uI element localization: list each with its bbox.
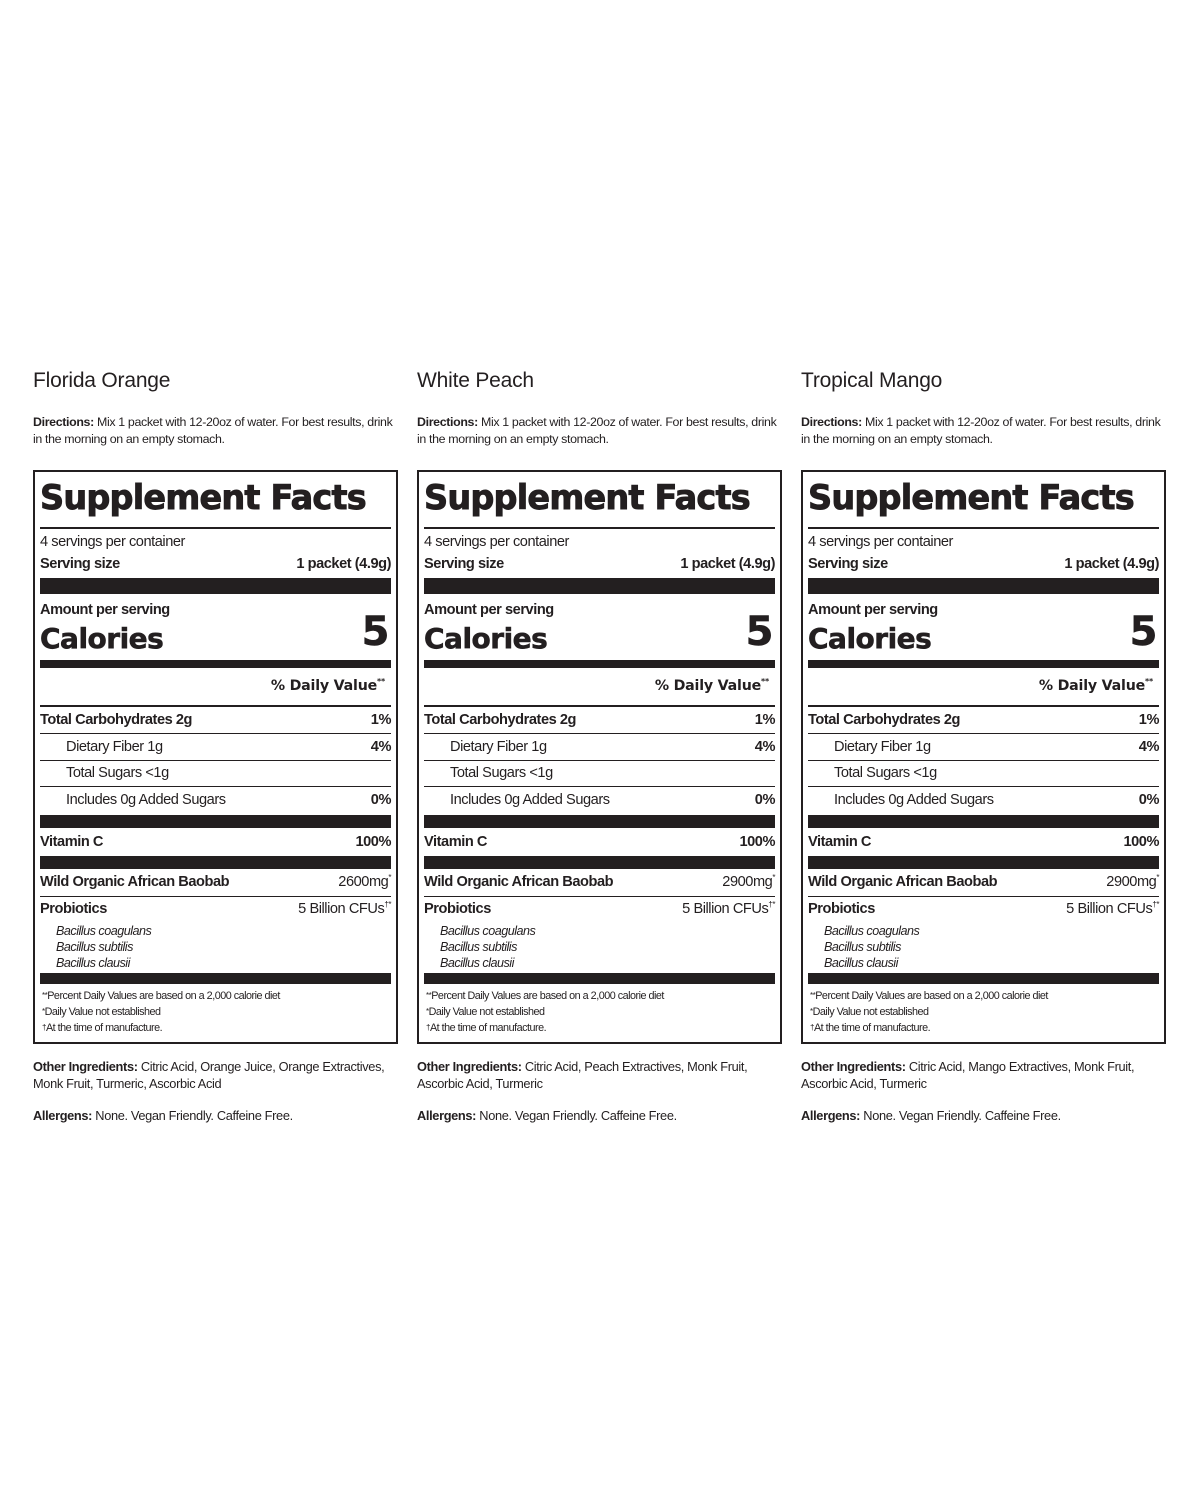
other-ingredients-label: Other Ingredients: [33,1059,138,1074]
footnote-mark: ** [377,677,385,686]
allergens-text: None. Vegan Friendly. Caffeine Free. [476,1108,677,1123]
divider-thick [40,815,391,828]
allergens-label: Allergens: [33,1108,93,1123]
calories-value: 5 [1129,609,1157,655]
servings-per-container [40,534,391,550]
footnote-text: At the time of manufacture. [429,1022,547,1034]
nutrient-row [424,874,775,890]
nutrient-name: Total Carbohydrates 2g [808,712,961,728]
directions-body: Mix 1 packet with 12-20oz of water. For best results, drink in the morning on an empty stomach. [417,415,777,446]
serving-size-value: 1 packet (4.9g) [1064,556,1159,572]
calories-label: Calories [40,622,164,655]
divider-thin [40,733,391,734]
nutrient-name: Vitamin C [808,834,871,850]
footnote-text: Percent Daily Values are based on a 2,000 calorie diet [431,990,664,1002]
footnote-text: Daily Value not established [812,1006,929,1018]
nutrient-dv: 4% [1138,739,1159,755]
directions-label: Directions: [33,415,94,429]
servings-per-container [424,534,775,550]
nutrient-name: Total Carbohydrates 2g [424,712,577,728]
nutrient-name: Total Sugars <1g [450,765,553,781]
probiotic-strain: Bacillus clausii [824,956,898,970]
serving-size-row [808,556,1159,572]
divider-thin [808,896,1159,897]
directions-text [417,414,787,447]
divider-thick [40,856,391,869]
flavor-panel-2 [801,0,1167,1500]
nutrient-name: Includes 0g Added Sugars [450,792,610,808]
footnote-mark: †* [1152,900,1159,909]
flavor-title: White Peach [417,369,534,392]
footnote [426,989,664,1005]
other-ingredients-text: Citric Acid, Mango Extractives, Monk Fruit, Ascorbic Acid, Turmeric [801,1059,1135,1091]
nutrient-dv: 0% [754,792,775,808]
servings-text: 4 servings per container [40,534,185,550]
allergens [33,1108,293,1123]
nutrient-row [40,792,391,808]
directions-label: Directions: [417,415,478,429]
serving-size-label: Serving size [808,556,888,572]
directions-label: Directions: [801,415,862,429]
divider-thin [424,786,775,787]
directions-body: Mix 1 packet with 12-20oz of water. For best results, drink in the morning on an empty stomach. [801,415,1161,446]
footnote-mark: † [810,1023,814,1032]
supplement-facts-title: Supplement Facts [40,478,366,517]
calories-row [808,609,1159,655]
nutrient-name: Wild Organic African Baobab [40,874,230,890]
footnote-text: Daily Value not established [44,1006,161,1018]
other-ingredients [417,1059,792,1092]
divider-thin [424,760,775,761]
calories-value: 5 [361,609,389,655]
nutrient-dv: 100% [1123,834,1159,850]
nutrient-row [40,765,391,781]
other-ingredients-label: Other Ingredients: [417,1059,522,1074]
footnote [810,989,1048,1005]
supplement-facts-label [801,470,1166,1044]
nutrient-row [424,765,775,781]
serving-size-value: 1 packet (4.9g) [680,556,775,572]
nutrient-name: Dietary Fiber 1g [66,739,163,755]
nutrient-amount: 2900mg [722,874,773,890]
divider-thin [808,760,1159,761]
nutrient-dv: 0% [1138,792,1159,808]
nutrient-dv: 100% [739,834,775,850]
nutrient-amount: 2600mg [338,874,389,890]
calories-label: Calories [808,622,932,655]
amount-per-serving-text: Amount per serving [808,602,938,618]
allergens-label: Allergens: [417,1108,477,1123]
footnote-mark: * [810,1007,813,1016]
probiotic-strain: Bacillus subtilis [824,940,901,954]
divider-medium [808,660,1159,668]
divider-thick [808,856,1159,869]
footnote [42,1021,162,1037]
footnote-mark: †* [384,900,391,909]
nutrient-row [40,712,391,728]
footnote [42,1005,161,1021]
divider-thin [424,896,775,897]
nutrient-row [424,834,775,850]
nutrient-name: Dietary Fiber 1g [834,739,931,755]
serving-size-label: Serving size [424,556,504,572]
allergens [417,1108,677,1123]
serving-size-label: Serving size [40,556,120,572]
nutrient-row [808,765,1159,781]
nutrient-dv: 1% [754,712,775,728]
nutrient-row [40,874,391,890]
divider-medium [40,660,391,668]
footnote-mark: * [1156,873,1159,882]
other-ingredients-text: Citric Acid, Orange Juice, Orange Extractives, Monk Fruit, Turmeric, Ascorbic Acid [33,1059,385,1091]
servings-text: 4 servings per container [424,534,569,550]
divider-thin [40,896,391,897]
footnote-mark: * [42,1007,45,1016]
nutrient-row [40,834,391,850]
amount-per-serving-text: Amount per serving [40,602,170,618]
nutrient-name: Probiotics [40,901,107,917]
nutrient-name: Probiotics [424,901,491,917]
divider-thick [424,973,775,984]
nutrient-name: Wild Organic African Baobab [808,874,998,890]
other-ingredients-text: Citric Acid, Peach Extractives, Monk Fruit, Ascorbic Acid, Turmeric [417,1059,748,1091]
footnote-mark: ** [42,991,48,1000]
nutrient-row [808,712,1159,728]
footnote-text: At the time of manufacture. [45,1022,163,1034]
footnote-mark: † [426,1023,430,1032]
nutrient-name: Total Sugars <1g [66,765,169,781]
footnote-mark: ** [1145,677,1153,686]
footnote-mark: * [772,873,775,882]
nutrient-amount: 2900mg [1106,874,1157,890]
nutrient-name: Dietary Fiber 1g [450,739,547,755]
allergens-text: None. Vegan Friendly. Caffeine Free. [860,1108,1061,1123]
calories-label: Calories [424,622,548,655]
divider-thin [808,705,1159,707]
flavor-panel-0 [33,0,399,1500]
probiotic-strain: Bacillus coagulans [824,924,920,938]
daily-value-header [808,678,1159,694]
divider-thin [424,733,775,734]
probiotic-strain: Bacillus coagulans [56,924,152,938]
supplement-facts-label [417,470,782,1044]
other-ingredients [801,1059,1176,1092]
divider-thick [40,973,391,984]
nutrient-name: Includes 0g Added Sugars [66,792,226,808]
footnote [810,1021,930,1037]
footnote-mark: ** [810,991,816,1000]
nutrient-dv: 1% [1138,712,1159,728]
divider-thin [40,760,391,761]
divider-thin [424,705,775,707]
calories-value: 5 [745,609,773,655]
allergens-text: None. Vegan Friendly. Caffeine Free. [92,1108,293,1123]
nutrient-row [424,712,775,728]
supplement-facts-title: Supplement Facts [424,478,750,517]
footnote-text: At the time of manufacture. [813,1022,931,1034]
footnote-mark: * [388,873,391,882]
divider-thin [808,786,1159,787]
nutrient-dv: 1% [370,712,391,728]
nutrient-amount: 5 Billion CFUs [682,901,769,917]
footnote-mark: †* [768,900,775,909]
nutrient-row [808,901,1159,917]
serving-size-row [40,556,391,572]
nutrient-dv: 0% [370,792,391,808]
allergens-label: Allergens: [801,1108,861,1123]
flavor-panel-1 [417,0,783,1500]
footnote-text: Daily Value not established [428,1006,545,1018]
nutrient-name: Probiotics [808,901,875,917]
daily-value-header [40,678,391,694]
nutrient-row [40,901,391,917]
nutrient-name: Vitamin C [424,834,487,850]
daily-value-header-text: % Daily Value [270,678,378,694]
probiotic-strain: Bacillus coagulans [440,924,536,938]
divider-thick [424,578,775,594]
footnote [810,1005,929,1021]
nutrient-row [808,739,1159,755]
divider-thin [424,527,775,529]
serving-size-row [424,556,775,572]
divider-thick [808,578,1159,594]
divider-medium [424,660,775,668]
directions-text [801,414,1171,447]
divider-thin [808,733,1159,734]
calories-row [40,609,391,655]
directions-text [33,414,403,447]
footnote [42,989,280,1005]
divider-thin [40,705,391,707]
nutrient-amount: 5 Billion CFUs [1066,901,1153,917]
footnote-mark: ** [761,677,769,686]
probiotic-strain: Bacillus clausii [56,956,130,970]
divider-thick [40,578,391,594]
directions-body: Mix 1 packet with 12-20oz of water. For best results, drink in the morning on an empty stomach. [33,415,393,446]
supplement-facts-label [33,470,398,1044]
nutrient-name: Total Carbohydrates 2g [40,712,193,728]
divider-thick [424,856,775,869]
nutrient-row [424,901,775,917]
footnote-mark: * [426,1007,429,1016]
footnote-text: Percent Daily Values are based on a 2,000 calorie diet [815,990,1048,1002]
amount-per-serving-text: Amount per serving [424,602,554,618]
daily-value-header-text: % Daily Value [1038,678,1146,694]
daily-value-header-text: % Daily Value [654,678,762,694]
nutrient-dv: 4% [370,739,391,755]
servings-text: 4 servings per container [808,534,953,550]
probiotic-strain: Bacillus subtilis [56,940,133,954]
nutrient-dv: 4% [754,739,775,755]
nutrient-amount: 5 Billion CFUs [298,901,385,917]
divider-thin [40,527,391,529]
calories-row [424,609,775,655]
nutrient-row [424,792,775,808]
other-ingredients [33,1059,408,1092]
nutrient-dv: 100% [355,834,391,850]
nutrient-name: Vitamin C [40,834,103,850]
nutrient-row [808,792,1159,808]
divider-thick [808,815,1159,828]
nutrient-row [808,874,1159,890]
divider-thin [808,527,1159,529]
nutrient-row [40,739,391,755]
footnote-mark: † [42,1023,46,1032]
footnote [426,1005,545,1021]
footnote [426,1021,546,1037]
divider-thick [424,815,775,828]
probiotic-strain: Bacillus subtilis [440,940,517,954]
footnote-mark: ** [426,991,432,1000]
divider-thick [808,973,1159,984]
flavor-title: Florida Orange [33,369,171,392]
daily-value-header [424,678,775,694]
probiotic-strain: Bacillus clausii [440,956,514,970]
serving-size-value: 1 packet (4.9g) [296,556,391,572]
flavor-title: Tropical Mango [801,369,943,392]
nutrient-row [424,739,775,755]
divider-thin [40,786,391,787]
nutrient-row [808,834,1159,850]
allergens [801,1108,1061,1123]
servings-per-container [808,534,1159,550]
other-ingredients-label: Other Ingredients: [801,1059,906,1074]
nutrient-name: Wild Organic African Baobab [424,874,614,890]
supplement-facts-title: Supplement Facts [808,478,1134,517]
footnote-text: Percent Daily Values are based on a 2,000 calorie diet [47,990,280,1002]
nutrient-name: Total Sugars <1g [834,765,937,781]
nutrient-name: Includes 0g Added Sugars [834,792,994,808]
